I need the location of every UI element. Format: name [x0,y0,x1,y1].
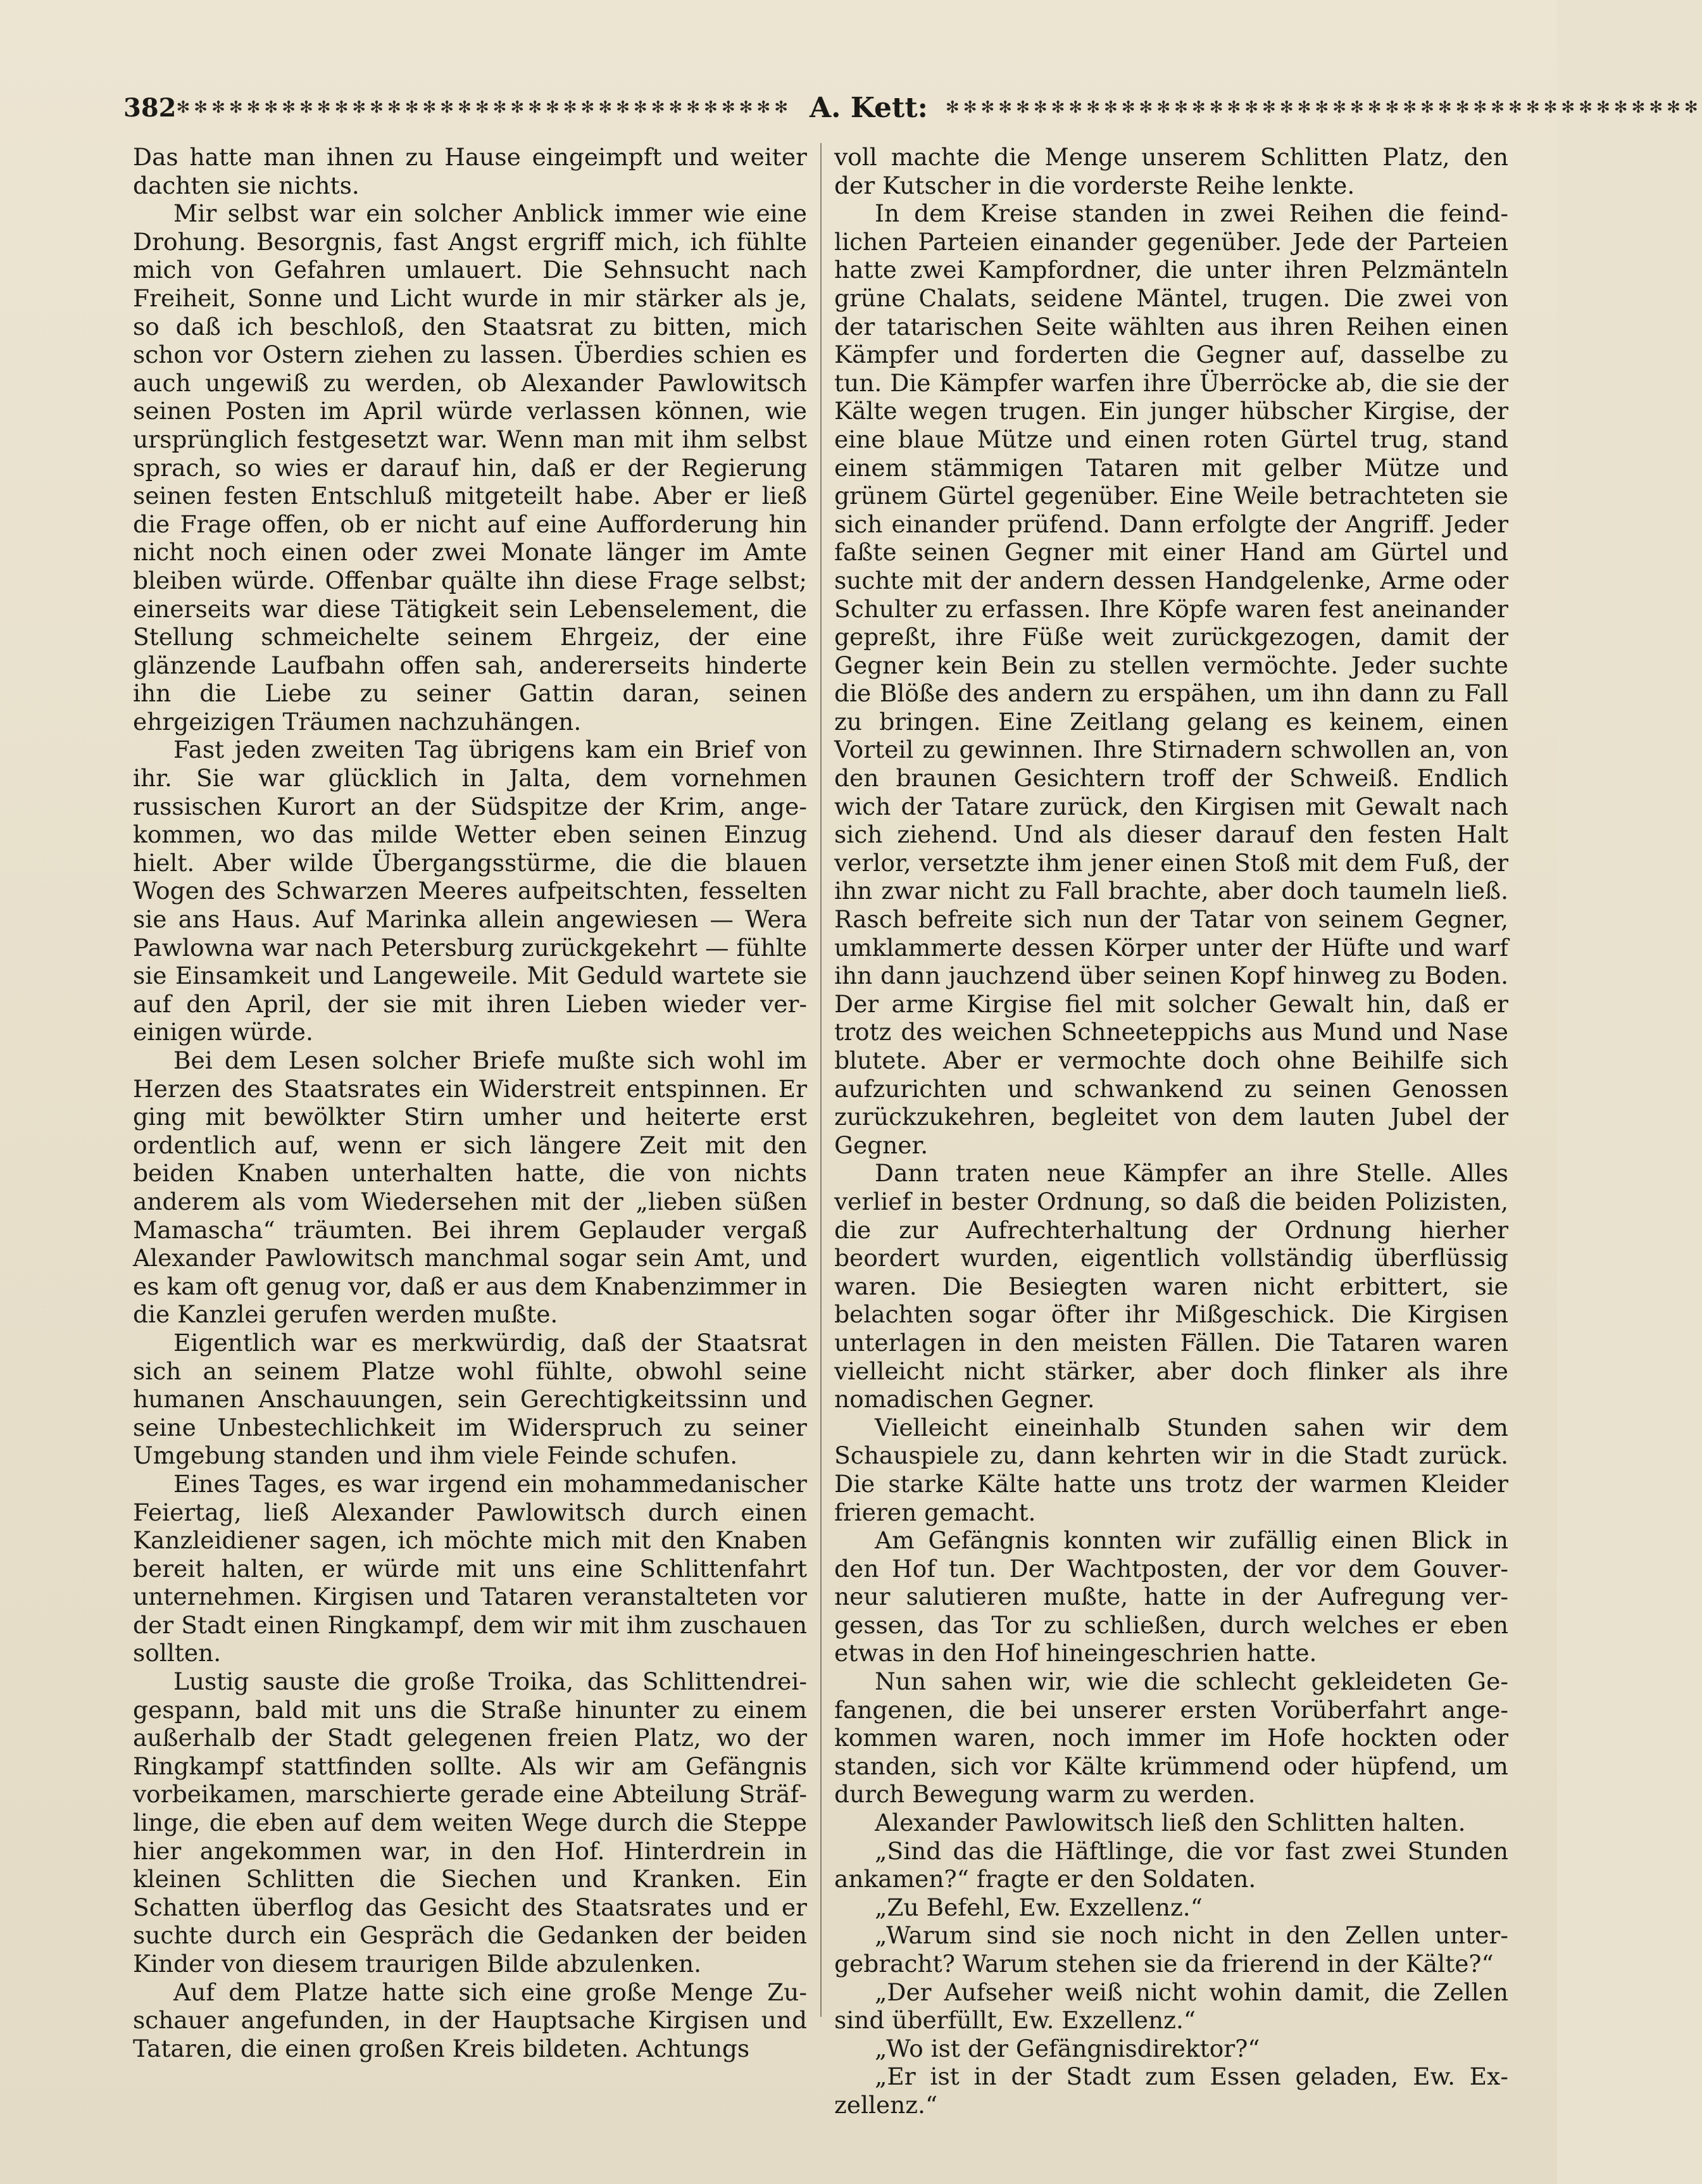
paragraph: Bei dem Lesen solcher Briefe mußte sich wohl im Herzen des Staatsrates ein Widerstreit entspinnen. Er ging mit bewölkter Stirn umher und heiterte erst ordentlich auf, wenn er sich längere Zeit mit den beiden Knaben unterhalten hatte, die von nichts anderem als vom Wiedersehen mit der „lieben süßen Mamascha“ träumten. Bei ihrem Geplauder vergaß Alexander Pawlowitsch manchmal sogar sein Amt, und es kam oft genug vor, daß er aus dem Knabenzimmer in die Kanzlei gerufen werden mußte. [133,1046,807,1329]
ornament-rule-left: ✻✻✻✻✻✻✻✻✻✻✻✻✻✻✻✻✻✻✻✻✻✻✻✻✻✻✻✻✻✻✻✻✻✻✻ [176,98,792,117]
dialogue-line: „Er ist in der Stadt zum Essen geladen, Ew. Exzellenz.“ [834,2062,1508,2119]
paragraph: Vielleicht eineinhalb Stunden sahen wir dem Schauspiele zu, dann kehrten wir in die Stadt zurück. Die starke Kälte hatte uns trotz der warmen Kleider frieren gemacht. [834,1413,1508,1526]
paragraph: Am Gefängnis konnten wir zufällig einen Blick in den Hof tun. Der Wachtposten, der vor dem Gouverneur salutieren mußte, hatte in der Aufregung vergessen, das Tor zu schließen, durch welches er eben etwas in den Hof hineingeschrien hatte. [834,1526,1508,1667]
paragraph: Dann traten neue Kämpfer an ihre Stelle. Alles verlief in bester Ordnung, so daß die beiden Polizisten, die zur Aufrechterhaltung der Ordnung hierher beordert wurden, eigentlich vollständig überflüssig waren. Die Besiegten waren nicht erbittert, sie belachten sogar öfter ihr Mißgeschick. Die Kirgisen unterlagen in den meisten Fällen. Die Tataren waren vielleicht nicht stärker, aber doch flinker als ihre nomadischen Gegner. [834,1159,1508,1414]
paragraph: Nun sahen wir, wie die schlecht gekleideten Gefangenen, die bei unserer ersten Vorüberfahrt angekommen waren, noch immer im Hofe hockten oder standen, sich vor Kälte krümmend oder hüpfend, um durch Bewegung warm zu werden. [834,1667,1508,1809]
dialogue-line: „Der Aufseher weiß nicht wohin damit, die Zellen sind überfüllt, Ew. Exzellenz.“ [834,1978,1508,2035]
dialogue-line: „Zu Befehl, Ew. Exzellenz.“ [875,1893,1203,1921]
author-heading: A. Kett: [809,91,928,124]
paragraph: Fast jeden zweiten Tag übrigens kam ein Brief von ihr. Sie war glücklich in Jalta, dem vornehmen russischen Kurort an der Südspitze der Krim, angekommen, wo das milde Wetter eben seinen Einzug hielt. Aber wilde Übergangsstürme, die die blauen Wogen des Schwarzen Meeres aufpeitschten, fesselten sie ans Haus. Auf Marinka allein angewiesen — Wera Pawlowna war nach Petersburg zurückgekehrt — fühlte sie Einsamkeit und Langeweile. Mit Geduld wartete sie auf den April, der sie mit ihren Lieben wieder vereinigen würde. [133,736,807,1046]
paragraph: Das hatte man ihnen zu Hause eingeimpft und weiter dachten sie nichts. [133,143,807,199]
dialogue-line: „Wo ist der Gefängnisdirektor?“ [875,2034,1260,2062]
dialogue-line: „Warum sind sie noch nicht in den Zellen untergebracht? Warum stehen sie da frierend in der Kälte?“ [834,1921,1508,1978]
page-number: 382 [123,92,177,123]
paragraph: Eines Tages, es war irgend ein mohammedanischer Feiertag, ließ Alexander Pawlowitsch durch einen Kanzleidiener sagen, ich möchte mich mit den Knaben bereit halten, er würde mit uns eine Schlittenfahrt unternehmen. Kirgisen und Tataren veranstalteten vor der Stadt einen Ringkampf, dem wir mit ihm zuschauen sollten. [133,1469,807,1667]
paragraph: Mir selbst war ein solcher Anblick immer wie eine Drohung. Besorgnis, fast Angst ergriff mich, ich fühlte mich von Gefahren umlauert. Die Sehnsucht nach Freiheit, Sonne und Licht wurde in mir stärker als je, so daß ich beschloß, den Staatsrat zu bitten, mich schon vor Ostern ziehen zu lassen. Überdies schien es auch ungewiß zu werden, ob Alexander Pawlowitsch seinen Posten im April würde verlassen können, wie ursprünglich festgesetzt war. Wenn man mit ihm selbst sprach, so wies er darauf hin, daß er der Regierung seinen festen Entschluß mitgeteilt habe. Aber er ließ die Frage offen, ob er nicht auf eine Aufforderung hin nicht noch einen oder zwei Monate länger im Amte bleiben würde. Offenbar quälte ihn diese Frage selbst; einerseits war diese Tätigkeit sein Lebenselement, die Stellung schmeichelte seinem Ehrgeiz, der eine glänzende Laufbahn offen sah, andererseits hinderte ihn die Liebe zu seiner Gattin daran, seinen ehrgeizigen Träumen nachzuhängen. [133,199,807,736]
paragraph: Auf dem Platze hatte sich eine große Menge Zuschauer angefunden, in der Hauptsache Kirgisen und Tataren, die einen großen Kreis bildeten. Achtungs [133,1978,807,2062]
paragraph: Eigentlich war es merkwürdig, daß der Staatsrat sich an seinem Platze wohl fühlte, obwohl seine humanen Anschauungen, sein Gerechtigkeitssinn und seine Unbestechlichkeit im Widerspruch zu seiner Umgebung standen und ihm viele Feinde schufen. [133,1328,807,1470]
paragraph: Alexander Pawlowitsch ließ den Schlitten halten. [875,1809,1466,1837]
left-column [133,143,807,2143]
paragraph: In dem Kreise standen in zwei Reihen die feindlichen Parteien einander gegenüber. Jede der Parteien hatte zwei Kampfordner, die unter ihren Pelzmänteln grüne Chalats, seidene Mäntel, trugen. Die zwei von der tatarischen Seite wählten aus ihren Reihen einen Kämpfer und forderten die Gegner auf, dasselbe zu tun. Die Kämpfer warfen ihre Überröcke ab, die sie der Kälte wegen trugen. Ein junger hübscher Kirgise, der eine blaue Mütze und einen roten Gürtel trug, stand einem stämmigen Tataren mit gelber Mütze und grünem Gürtel gegenüber. Eine Weile betrachteten sie sich einander prüfend. Dann erfolgte der Angriff. Jeder faßte seinen Gegner mit einer Hand am Gürtel und suchte mit der andern dessen Handgelenke, Arme oder Schulter zu erfassen. Ihre Köpfe waren fest aneinander gepreßt, ihre Füße weit zurückgezogen, damit der Gegner kein Bein zu stellen vermöchte. Jeder suchte die Blöße des andern zu erspähen, um ihn dann zu Fall zu bringen. Eine Zeitlang gelang es keinem, einen Vorteil zu gewinnen. Ihre Stirnadern schwollen an, von den braunen Gesichtern troff der Schweiß. Endlich wich der Tatare zurück, den Kirgisen mit Gewalt nach sich ziehend. Und als dieser darauf den festen Halt verlor, versetzte ihm jener einen Stoß mit dem Fuß, der ihn zwar nicht zu Fall brachte, aber doch taumeln ließ. Rasch befreite sich nun der Tatar von seinem Gegner, umklammerte dessen Körper unter der Hüfte und warf ihn dann jauchzend über seinen Kopf hinweg zu Boden. Der arme Kirgise fiel mit solcher Gewalt hin, daß er trotz des weichen Schneeteppichs aus Mund und Nase blutete. Aber er vermochte doch ohne Beihilfe sich aufzurichten und schwankend zu seinen Genossen zurückzukehren, begleitet von dem lauten Jubel der Gegner. [834,199,1508,1159]
ornament-rule-right: ✻✻✻✻✻✻✻✻✻✻✻✻✻✻✻✻✻✻✻✻✻✻✻✻✻✻✻✻✻✻✻✻✻✻✻✻✻✻✻✻✻✻✻ [945,98,1702,117]
running-header [123,89,1702,127]
paragraph: Lustig sauste die große Troika, das Schlittendreigespann, bald mit uns die Straße hinunter zu einem außerhalb der Stadt gelegenen freien Platz, wo der Ringkampf stattfinden sollte. Als wir am Gefängnis vorbeikamen, marschierte gerade eine Abteilung Sträflinge, die eben auf dem weiten Wege durch die Steppe hier angekommen war, in den Hof. Hinterdrein in kleinen Schlitten die Siechen und Kranken. Ein Schatten überflog das Gesicht des Staatsrates und er suchte durch ein Gespräch die Gedanken der beiden Kinder von diesem traurigen Bilde abzulenken. [133,1667,807,1978]
paragraph: voll machte die Menge unserem Schlitten Platz, den der Kutscher in die vorderste Reihe lenkte. [834,143,1508,199]
dialogue-line: „Sind das die Häftlinge, die vor fast zwei Stunden ankamen?“ fragte er den Soldaten. [834,1836,1508,1893]
right-column [834,143,1508,2143]
column-divider [820,143,822,2017]
